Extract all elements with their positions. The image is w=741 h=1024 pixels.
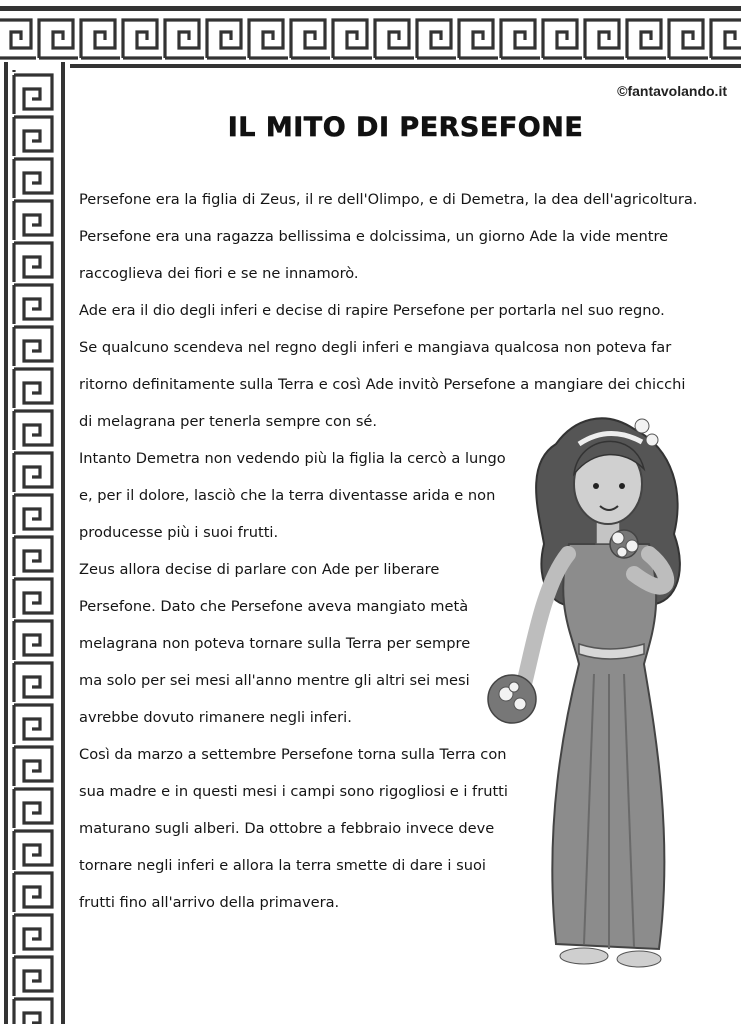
text-line: ma solo per sei mesi all'anno mentre gli altri sei mesi [79,672,470,689]
greek-key-border-top [0,0,741,80]
page-title: IL MITO DI PERSEFONE [227,112,584,143]
text-line: Zeus allora decise di parlare con Ade per liberare [79,561,440,578]
text-line: Persefone era una ragazza bellissima e dolcissima, un giorno Ade la vide mentre [79,228,669,245]
text-line: Persefone. Dato che Persefone aveva mangiato metà [79,598,469,615]
persephone-illustration [484,404,716,984]
text-line: Ade era il dio degli inferi e decise di rapire Persefone per portarla nel suo regno. [79,302,665,319]
text-line: sua madre e in questi mesi i campi sono rigogliosi e i frutti [79,783,508,800]
text-line: producesse più i suoi frutti. [79,524,279,541]
text-line: avrebbe dovuto rimanere negli inferi. [79,709,352,726]
text-line: Persefone era la figlia di Zeus, il re dell'Olimpo, e di Demetra, la dea dell'agricoltura. [79,191,698,208]
text-line: frutti fino all'arrivo della primavera. [79,894,340,911]
text-line: Se qualcuno scendeva nel regno degli inferi e mangiava qualcosa non poteva far [79,339,672,356]
text-line: di melagrana per tenerla sempre con sé. [79,413,378,430]
text-line: maturano sugli alberi. Da ottobre a febbraio invece deve [79,820,495,837]
text-line: ritorno definitamente sulla Terra e così Ade invitò Persefone a mangiare dei chicchi [79,376,686,393]
text-line: e, per il dolore, lasciò che la terra diventasse arida e non [79,487,496,504]
text-line: Intanto Demetra non vedendo più la figlia la cercò a lungo [79,450,506,467]
text-line: tornare negli inferi e allora la terra smette di dare i suoi [79,857,486,874]
greek-key-border-left [0,62,70,1024]
text-line: raccoglieva dei fiori e se ne innamorò. [79,265,359,282]
text-line: melagrana non poteva tornare sulla Terra per sempre [79,635,471,652]
text-line: Così da marzo a settembre Persefone torna sulla Terra con [79,746,507,763]
copyright-credit: ©fantavolando.it [617,83,727,99]
